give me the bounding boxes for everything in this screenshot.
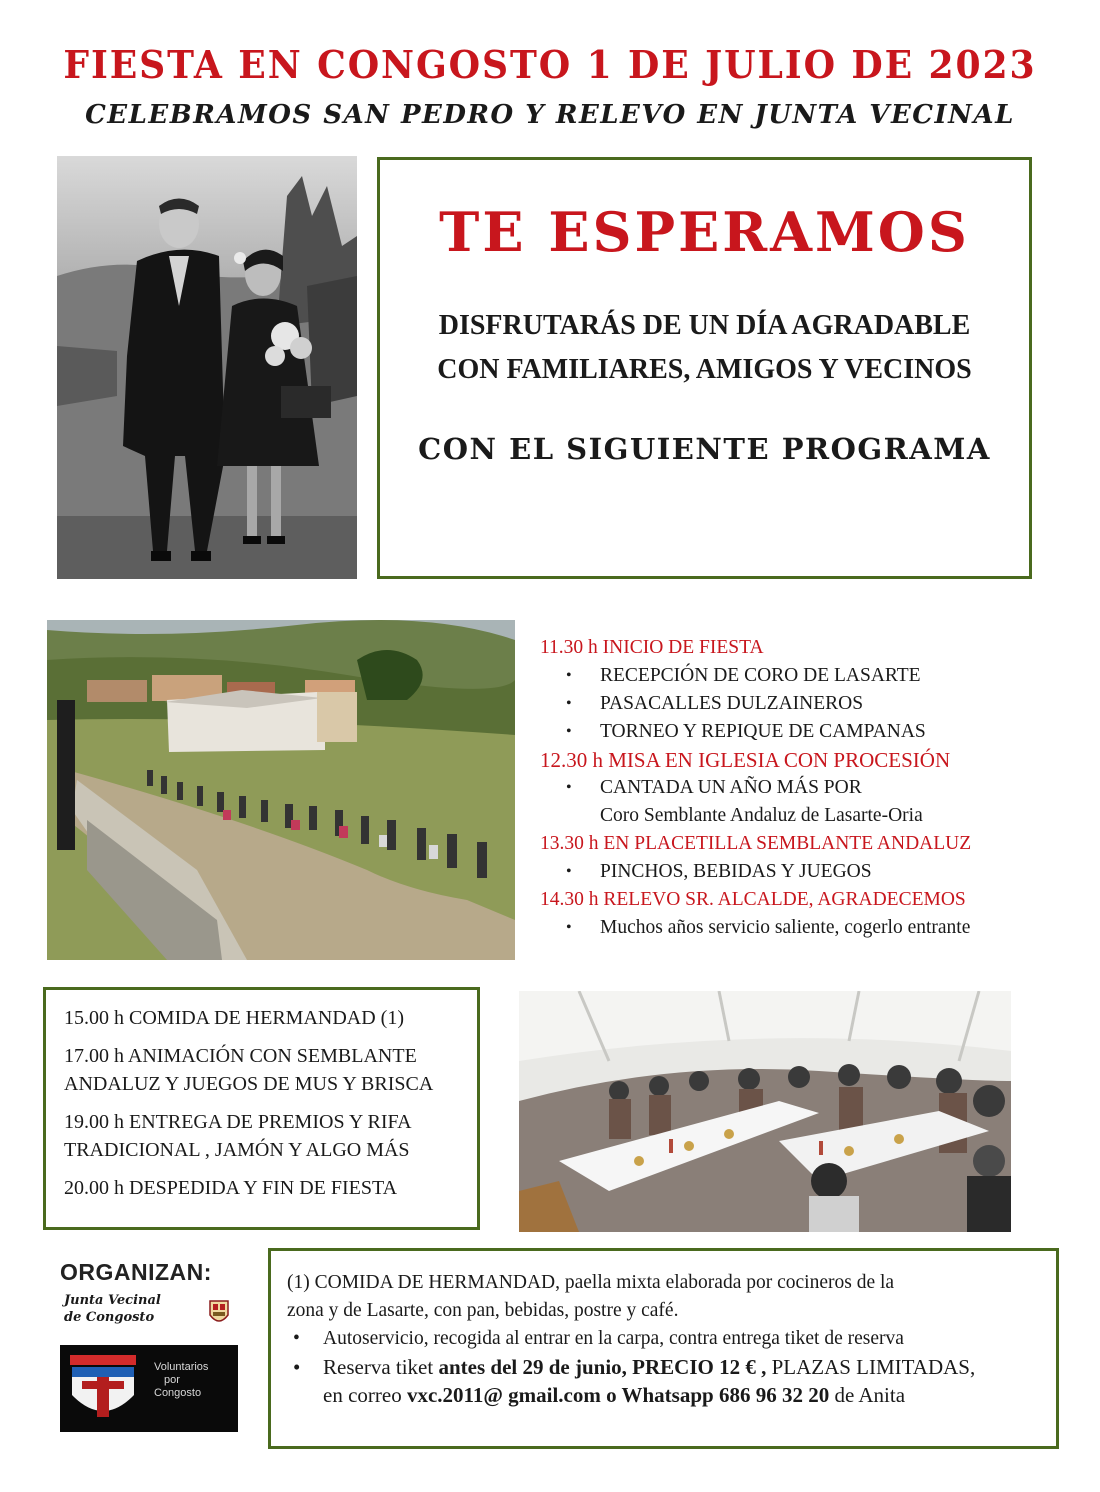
village-procession-photo [47,620,515,960]
schedule-header-1330: 13.30 h EN PLACETILLA SEMBLANTE ANDALUZ [540,833,972,854]
program-heading: CON EL SIGUIENTE PROGRAMA [418,432,991,466]
schedule-item: • PINCHOS, BEBIDAS Y JUEGOS [540,858,1080,886]
coat-of-arms-icon [208,1299,230,1327]
schedule-item: • TORNEO Y REPIQUE DE CAMPANAS [540,718,1080,746]
schedule-header-1430: 14.30 h RELEVO SR. ALCALDE, AGRADECEMOS [540,889,966,910]
afternoon-item-2000: 20.00 h DESPEDIDA Y FIN DE FIESTA [64,1177,398,1199]
poster-subtitle: CELEBRAMOS SAN PEDRO Y RELEVO EN JUNTA VECINAL [85,100,1015,130]
schedule-item-continuation: Coro Semblante Andaluz de Lasarte-Oria [600,805,923,826]
welcome-line-1: DISFRUTARÁS DE UN DÍA AGRADABLE [438,310,971,341]
schedule-header-1130: 11.30 h INICIO DE FIESTA [540,637,764,658]
afternoon-item-1500: 15.00 h COMIDA DE HERMANDAD (1) [64,1007,404,1029]
meal-info-box [268,1248,1059,1449]
organizers-block [60,1259,245,1399]
schedule-item: • PASACALLES DULZAINEROS [540,690,1080,718]
organizers-label: ORGANIZAN: [60,1259,212,1285]
welcome-line-2: CON FAMILIARES, AMIGOS Y VECINOS [437,354,972,385]
schedule-item: • Muchos años servicio saliente, cogerlo entrante [540,914,1080,942]
voluntarios-text: Voluntarios [154,1361,209,1373]
meal-note-line-2: zona y de Lasarte, con pan, bebidas, postre y café. [287,1300,679,1321]
welcome-box [377,157,1032,579]
schedule-item: • RECEPCIÓN DE CORO DE LASARTE [540,662,1080,690]
afternoon-schedule-box [43,987,480,1230]
voluntarios-shield-icon [68,1351,138,1427]
contact-details: vxc.2011@ gmail.com o Whatsapp 686 96 32 20 [406,1383,830,1407]
afternoon-item-1900: 19.00 h ENTREGA DE PREMIOS Y RIFA TRADICIONAL , JAMÓN Y ALGO MÁS [64,1111,412,1161]
wedding-couple-photo [57,156,357,579]
welcome-headline: TE ESPERAMOS [439,200,970,264]
meal-note-line-1: (1) COMIDA DE HERMANDAD, paella mixta elaborada por cocineros de la [287,1272,895,1293]
schedule-item: • CANTADA UN AÑO MÁS POR [540,774,1080,802]
poster-title: FIESTA EN CONGOSTO 1 DE JULIO DE 2023 [63,42,1037,87]
afternoon-item-1700: 17.00 h ANIMACIÓN CON SEMBLANTE ANDALUZ Y JUEGOS DE MUS Y BRISCA [64,1045,434,1095]
schedule-header-1230: 12.30 h MISA EN IGLESIA CON PROCESIÓN [540,748,951,772]
junta-vecinal-logo: Junta Vecinal de Congosto [64,1293,161,1325]
info-bullet-reservation: • Reserva tiket antes del 29 de junio, PRECIO 12 € , PLAZAS LIMITADAS, en correo vxc.2011@ gmail.com o Whatsapp 686 96 32 20 de Anita [287,1353,1036,1409]
voluntarios-logo: Voluntarios por Congosto [60,1345,238,1432]
morning-schedule [540,634,1080,942]
info-bullet-selfservice: • Autoservicio, recogida al entrar en la carpa, contra entrega tiket de reserva [287,1325,1036,1353]
community-meal-photo [519,991,1011,1232]
